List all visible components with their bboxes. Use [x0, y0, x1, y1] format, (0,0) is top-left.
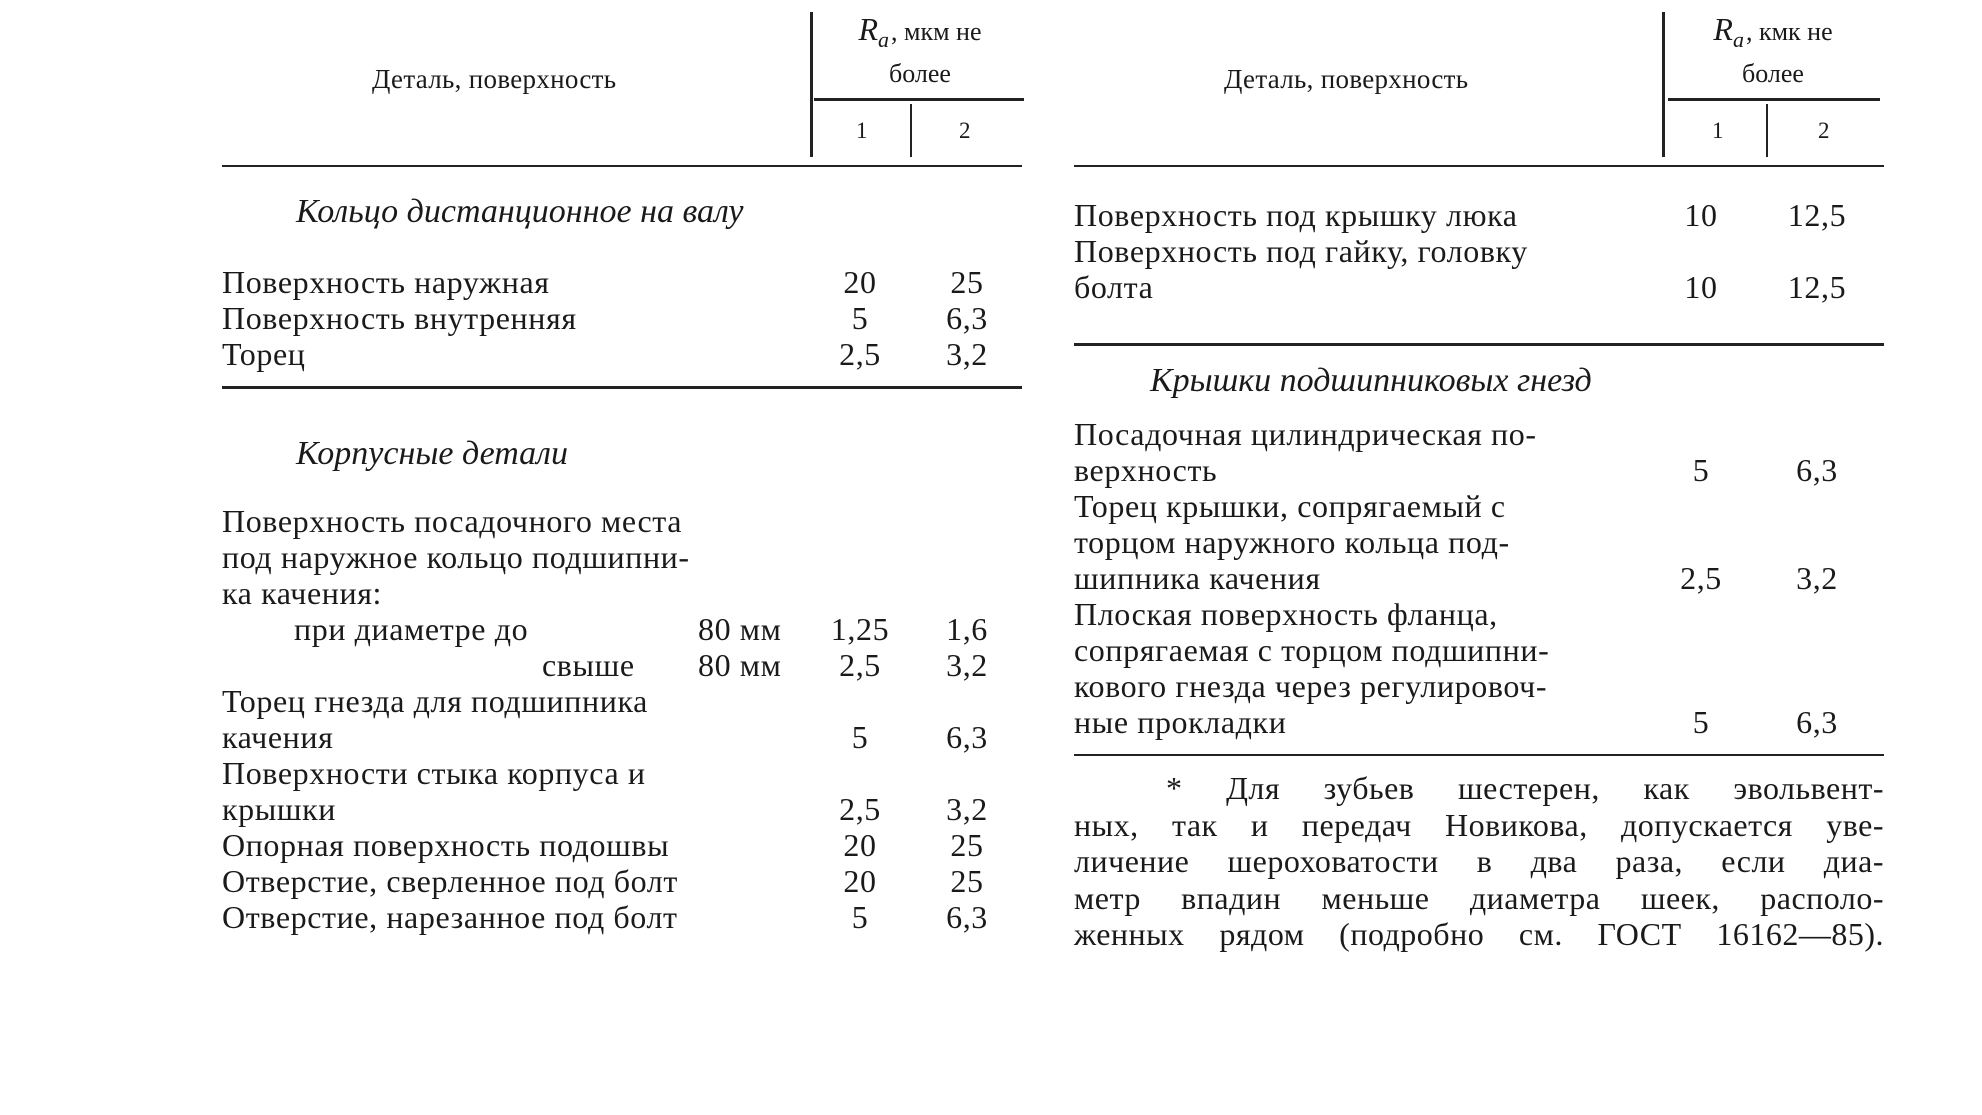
- table-row: [1074, 488, 1884, 596]
- sub-row-label: свыше: [542, 646, 635, 683]
- footnote-line: женных рядом (подробно см. ГОСТ 16162—85).: [1074, 916, 1884, 952]
- section-divider: [1074, 754, 1884, 757]
- ra-unit-more: более: [1742, 59, 1804, 88]
- value-col1: 20: [843, 826, 877, 863]
- section-rows: [1074, 197, 1884, 305]
- left-table: [222, 0, 1022, 935]
- roughness-column-header: [1666, 12, 1880, 91]
- section-rows: [222, 264, 1022, 372]
- row-name: под наружное кольцо подшипни-: [222, 538, 690, 575]
- roughness-column-header: [814, 12, 1026, 91]
- row-name: Поверхность наружная: [222, 264, 550, 300]
- value-col1: 1,25: [830, 610, 890, 647]
- ra-subscript: a: [878, 27, 890, 52]
- value-col2: 12,5: [1787, 269, 1847, 305]
- table-row: [1074, 233, 1884, 305]
- section-divider: [222, 386, 1022, 389]
- value-col1: 10: [1684, 269, 1718, 305]
- row-name: Поверхности стыка корпуса и: [222, 754, 646, 791]
- table-row: [222, 899, 1022, 935]
- value-col1: 5: [1692, 703, 1710, 740]
- ra-symbol: R: [1713, 11, 1733, 47]
- value-col1: 20: [843, 264, 877, 300]
- header-subrule: [814, 98, 1024, 101]
- ra-symbol: R: [858, 11, 879, 47]
- row-name: Поверхность посадочного места: [222, 502, 683, 539]
- row-name: верхность: [1074, 451, 1218, 488]
- detail-column-header: Деталь, поверхность: [1224, 64, 1469, 94]
- row-name: Плоская поверхность фланца,: [1074, 595, 1498, 632]
- right-table-header: [1074, 0, 1884, 167]
- ra-subscript: a: [1732, 27, 1744, 52]
- table-row: [222, 336, 1022, 372]
- value-col2: 3,2: [946, 646, 988, 683]
- right-table: [1074, 0, 1884, 953]
- section-title: Корпусные детали: [296, 434, 568, 472]
- ra-unit: , мкм не: [891, 17, 982, 46]
- section-rows: [222, 503, 1022, 935]
- value-col2: 6,3: [1796, 703, 1838, 740]
- ra-unit: , кмк не: [1745, 17, 1833, 46]
- diameter-value: 80 мм: [698, 610, 782, 647]
- ra-unit-more: более: [889, 59, 951, 88]
- row-name: кового гнезда через регулировоч-: [1074, 667, 1548, 704]
- value-col2: 25: [950, 826, 984, 863]
- footnote-line: ных, так и передач Новикова, допускается уве-: [1074, 806, 1884, 843]
- header-divider: [810, 12, 813, 157]
- value-col1: 2,5: [839, 646, 881, 683]
- column-2-header: 2: [959, 118, 971, 143]
- column-2-header: 2: [1818, 118, 1830, 143]
- detail-column-header: Деталь, поверхность: [372, 64, 617, 94]
- value-col1: 5: [851, 300, 869, 336]
- table-row: [1074, 197, 1884, 233]
- column-1-header: 1: [856, 118, 868, 143]
- header-subdivider: [1766, 104, 1768, 157]
- value-col1: 5: [851, 898, 869, 935]
- value-col1: 5: [1692, 451, 1710, 488]
- header-divider: [1662, 12, 1665, 157]
- section-rows: [1074, 416, 1884, 740]
- value-col2: 6,3: [946, 300, 988, 336]
- table-row: [222, 755, 1022, 827]
- section-divider: [1074, 343, 1884, 346]
- table-row: [222, 300, 1022, 336]
- row-name: Отверстие, сверленное под болт: [222, 862, 678, 899]
- value-col2: 12,5: [1787, 197, 1847, 233]
- value-col1: 5: [851, 718, 869, 755]
- value-col2: 3,2: [1796, 559, 1838, 596]
- row-name: шипника качения: [1074, 559, 1321, 596]
- row-name: торцом наружного кольца под-: [1074, 523, 1510, 560]
- header-subdivider: [910, 104, 912, 157]
- section-title: Кольцо дистанционное на валу: [296, 193, 744, 230]
- value-col2: 6,3: [946, 898, 988, 935]
- row-name: Опорная поверхность подошвы: [222, 826, 670, 863]
- row-name: Торец гнезда для подшипника: [222, 682, 648, 719]
- row-name: Отверстие, нарезанное под болт: [222, 898, 678, 935]
- value-col2: 6,3: [1796, 451, 1838, 488]
- row-name: Торец крышки, сопрягаемый с: [1074, 487, 1506, 524]
- value-col1: 20: [843, 862, 877, 899]
- value-col2: 3,2: [946, 790, 988, 827]
- value-col2: 25: [950, 862, 984, 899]
- table-row: [1074, 416, 1884, 488]
- value-col1: 2,5: [1680, 559, 1722, 596]
- header-subrule: [1668, 98, 1880, 101]
- table-row: [222, 264, 1022, 300]
- row-name: Поверхность под крышку люка: [1074, 197, 1518, 233]
- value-col1: 2,5: [839, 336, 881, 372]
- table-row: [1074, 596, 1884, 740]
- row-name: крышки: [222, 790, 336, 827]
- row-name: сопрягаемая с торцом подшипни-: [1074, 631, 1550, 668]
- value-col2: 6,3: [946, 718, 988, 755]
- diameter-value: 80 мм: [698, 646, 782, 683]
- value-col2: 3,2: [946, 336, 988, 372]
- row-name: Поверхность под гайку, головку: [1074, 233, 1528, 269]
- table-row: [222, 827, 1022, 863]
- table-row: [222, 647, 1022, 683]
- row-name: Торец: [222, 336, 306, 372]
- value-col2: 25: [950, 264, 984, 300]
- footnote-line: метр впадин меньше диаметра шеек, располо-: [1074, 879, 1884, 916]
- table-row: [222, 611, 1022, 647]
- left-table-header: [222, 0, 1022, 167]
- row-name: качения: [222, 718, 334, 755]
- footnote-line: личение шероховатости в два раза, если диа-: [1074, 843, 1884, 879]
- column-1-header: 1: [1712, 118, 1724, 143]
- table-row: [222, 683, 1022, 755]
- row-name: ные прокладки: [1074, 703, 1287, 740]
- row-name: болта: [1074, 269, 1154, 305]
- row-name: Поверхность внутренняя: [222, 300, 577, 336]
- table-row: [222, 863, 1022, 899]
- value-col1: 10: [1684, 197, 1718, 233]
- footnote: [1074, 770, 1884, 953]
- value-col2: 1,6: [946, 610, 988, 647]
- row-name: ка качения:: [222, 574, 383, 611]
- row-name: Посадочная цилиндрическая по-: [1074, 415, 1537, 452]
- value-col1: 2,5: [839, 790, 881, 827]
- section-title: Крышки подшипниковых гнезд: [1150, 361, 1592, 399]
- sub-row-label: при диаметре до: [294, 610, 529, 647]
- footnote-line: * Для зубьев шестерен, как эвольвент-: [1166, 770, 1884, 806]
